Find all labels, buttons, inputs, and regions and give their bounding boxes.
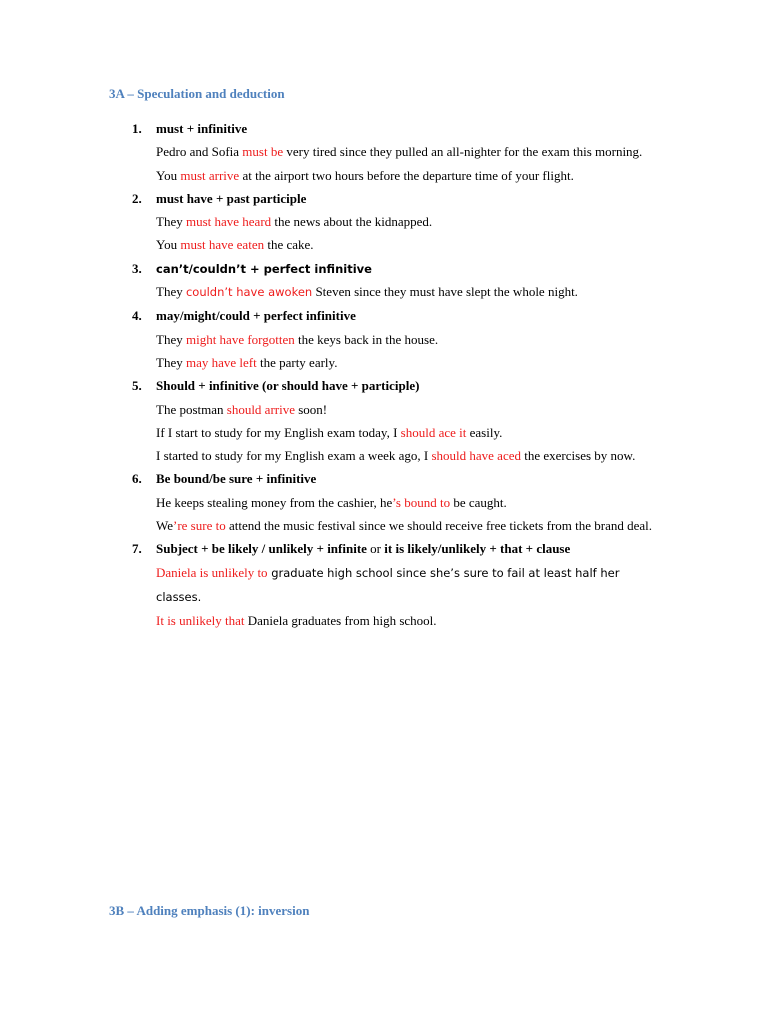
example-sentence: You must have eaten the cake. — [156, 237, 314, 253]
item-number: 4. — [132, 308, 142, 324]
highlighted-phrase: might have forgotten — [185, 331, 295, 347]
highlighted-phrase: should arrive — [226, 401, 295, 417]
item-title: may/might/could + perfect infinitive — [156, 308, 356, 324]
example-sentence: They couldn’t have awoken Steven since they must have slept the whole night. — [156, 284, 578, 300]
example-sentence: Pedro and Sofia must be very tired since they pulled an all-nighter for the exam this morning. — [156, 144, 643, 160]
item-title: Subject + be likely / unlikely + infinite — [156, 541, 367, 557]
highlighted-phrase: must arrive — [180, 167, 240, 183]
item-number: 2. — [132, 190, 142, 206]
item-number: 7. — [132, 541, 142, 557]
example-sentence: If I start to study for my English exam today, I should ace it easily. — [156, 424, 503, 440]
highlighted-phrase: must have eaten — [180, 237, 265, 253]
list-item — [0, 374, 768, 467]
item-number: 6. — [132, 471, 142, 487]
highlighted-phrase: couldn’t have awoken — [185, 285, 313, 300]
example-sentence: They might have forgotten the keys back in the house. — [156, 331, 439, 347]
example-sentence: It is unlikely that Daniela graduates from high school. — [156, 613, 437, 629]
list-item — [0, 187, 768, 257]
item-title: can’t/couldn’t + perfect infinitive — [156, 261, 372, 276]
example-sentence: I started to study for my English exam a week ago, I should have aced the exercises by now. — [156, 448, 636, 464]
highlighted-phrase: ’re sure to — [173, 518, 226, 534]
highlighted-phrase: ’s bound to — [392, 494, 451, 510]
list-item — [0, 467, 768, 537]
example-sentence: We’re sure to attend the music festival since we should receive free tickets from the brand deal. — [156, 518, 653, 534]
example-sentence: The postman should arrive soon! — [156, 401, 328, 417]
item-number: 5. — [132, 378, 142, 394]
list-item — [0, 304, 768, 374]
highlighted-phrase: may have left — [185, 354, 257, 370]
list-item — [0, 257, 768, 305]
highlighted-phrase: should have aced — [431, 448, 521, 464]
item-title: Be bound/be sure + infinitive — [156, 471, 317, 487]
example-sentence: Daniela is unlikely to graduate high school since she’s sure to fail at least half her classes. — [156, 564, 620, 604]
highlighted-phrase: must have heard — [185, 214, 272, 230]
grammar-rules-list — [0, 117, 768, 633]
item-title: it is likely/unlikely + that + clause — [384, 541, 571, 557]
item-title-connector: or — [366, 541, 385, 557]
example-sentence: They must have heard the news about the kidnapped. — [156, 214, 433, 230]
highlighted-phrase: Daniela is unlikely to — [156, 564, 268, 580]
list-item — [0, 537, 768, 632]
item-number: 1. — [132, 121, 142, 136]
example-sentence: They may have left the party early. — [156, 354, 338, 370]
section-heading-3b: 3B – Adding emphasis (1): inversion — [109, 903, 310, 918]
highlighted-phrase: must be — [242, 144, 284, 160]
list-item — [0, 117, 768, 187]
example-sentence: You must arrive at the airport two hours before the departure time of your flight. — [156, 167, 574, 183]
highlighted-phrase: It is unlikely that — [156, 613, 245, 629]
item-title: Should + infinitive (or should have + participle) — [156, 378, 420, 394]
item-number: 3. — [132, 260, 142, 276]
item-title: must + infinitive — [156, 121, 248, 136]
section-heading-3a: 3A – Speculation and deduction — [109, 86, 285, 101]
highlighted-phrase: should ace it — [400, 424, 467, 440]
example-sentence: He keeps stealing money from the cashier, he’s bound to be caught. — [156, 494, 507, 510]
item-title: must have + past participle — [156, 190, 307, 206]
